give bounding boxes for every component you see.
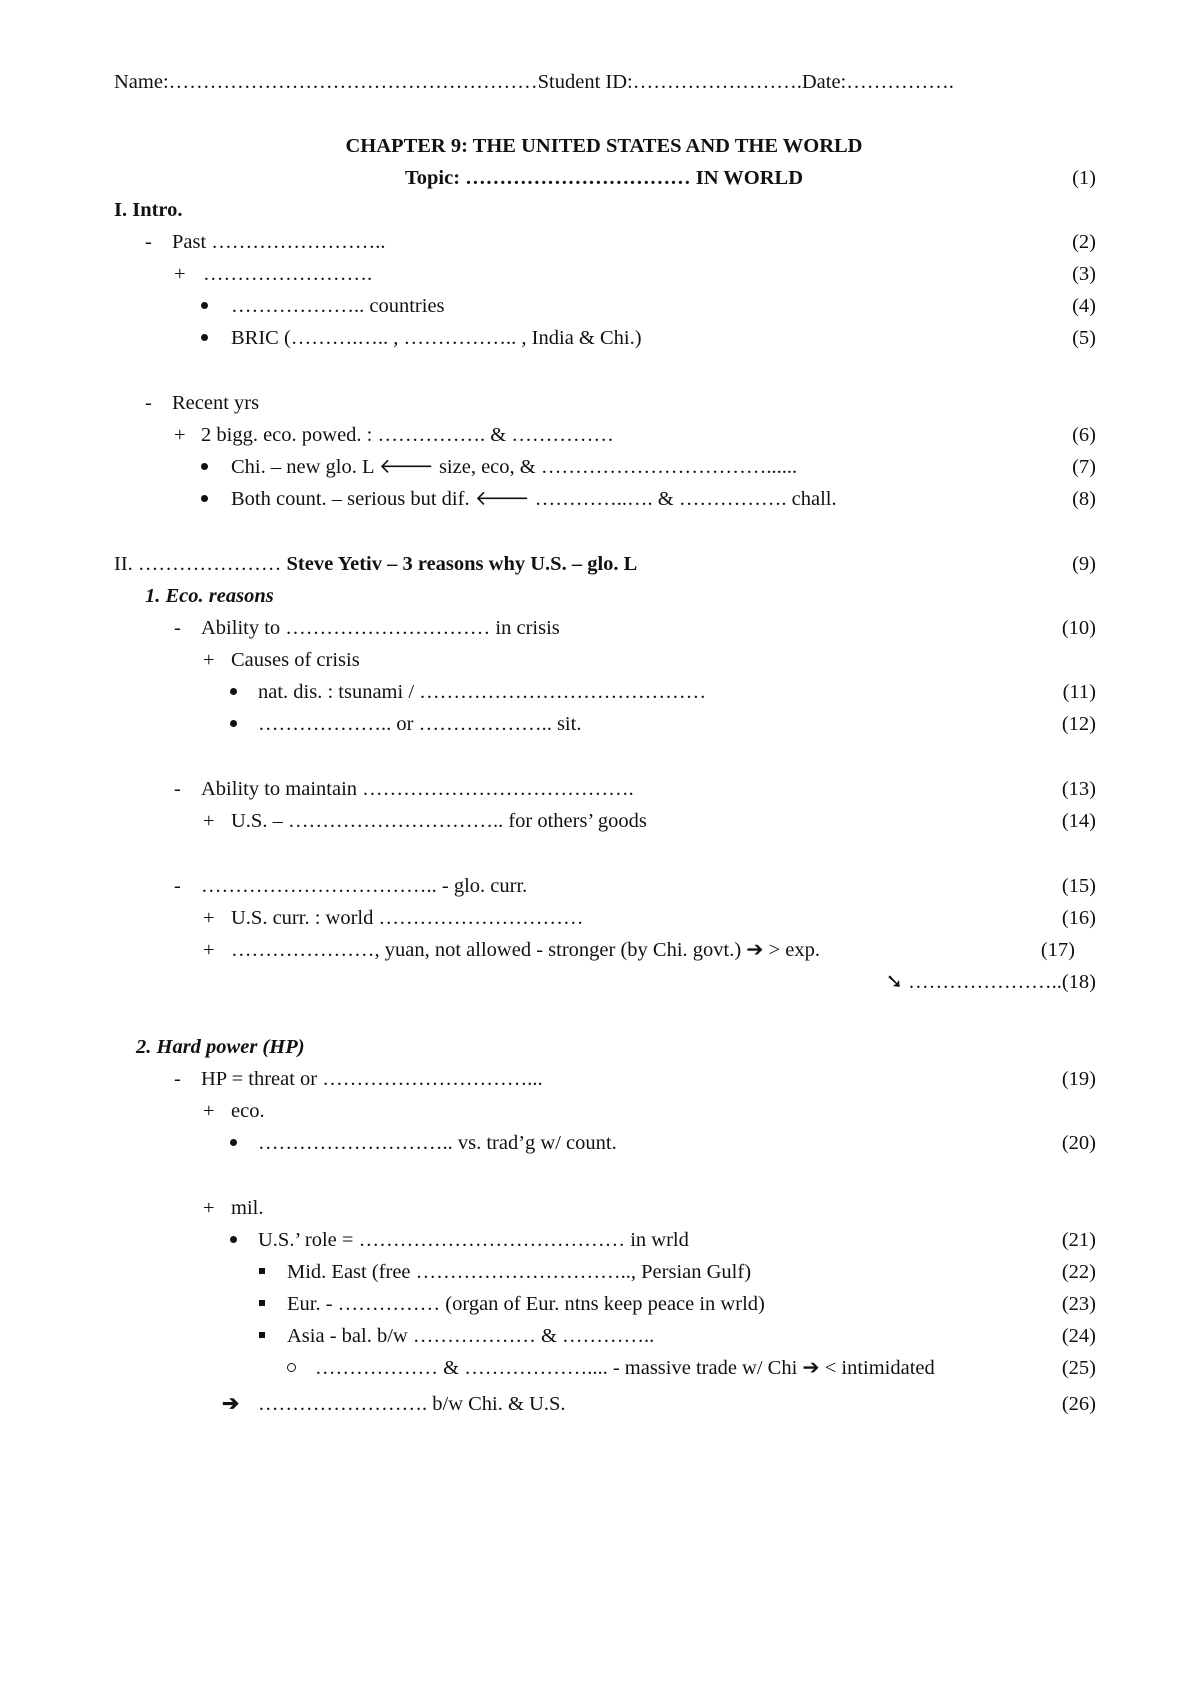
- line-text: Causes of crisis: [231, 649, 360, 671]
- plus-marker: +: [203, 649, 215, 671]
- section-label: I. Intro.: [114, 199, 183, 221]
- outline-line: [0, 452, 1200, 482]
- dash-marker: -: [174, 778, 181, 800]
- outline-line: [0, 967, 1200, 997]
- topic-text: Topic: …………………………… IN WORLD: [404, 167, 804, 189]
- bullet-marker: [201, 323, 208, 353]
- line-text: Eur. - …………… (organ of Eur. ntns keep peace in wrld): [287, 1293, 765, 1315]
- student-info-text: Name:………………………………………………Student ID:…………………….Date:…………….: [114, 71, 954, 93]
- outline-line: [0, 291, 1200, 321]
- outline-line: [0, 484, 1200, 514]
- section-title: Steve Yetiv – 3 reasons why U.S. – glo. L: [281, 553, 638, 575]
- section-number: II. …………………: [114, 553, 282, 575]
- student-info-line: [0, 67, 1200, 97]
- line-text: …………………………….. - glo. curr.: [201, 875, 528, 897]
- line-text: …………………, yuan, not allowed - stronger (by Chi. govt.) ➔ > exp.: [231, 939, 820, 961]
- dash-marker: -: [145, 392, 152, 414]
- outline-line: [0, 1096, 1200, 1126]
- item-number: (9): [1072, 553, 1096, 575]
- item-number: (11): [1062, 681, 1096, 703]
- item-number: (12): [1061, 713, 1096, 735]
- outline-line: [0, 1193, 1200, 1223]
- plus-marker: +: [203, 939, 215, 961]
- outline-line: [0, 259, 1200, 289]
- square-bullet-marker: [259, 1289, 265, 1319]
- outline-line: [0, 903, 1200, 933]
- outline-line: [0, 774, 1200, 804]
- item-number: (10): [1061, 617, 1096, 639]
- line-text: …………………….: [203, 263, 373, 285]
- section-heading-reasons: [0, 549, 1200, 579]
- line-text: ➘ …………………..(18): [885, 971, 1096, 993]
- outline-line: [0, 323, 1200, 353]
- plus-marker: +: [174, 424, 186, 446]
- line-text: Ability to maintain ………………………………….: [201, 778, 634, 800]
- subsection-heading-eco: [0, 581, 1200, 611]
- bullet-marker: [230, 1225, 237, 1255]
- bullet-marker: [230, 709, 237, 739]
- outline-line: [0, 1064, 1200, 1094]
- line-text: ……………………. b/w Chi. & U.S.: [258, 1393, 566, 1415]
- line-text: ……………………….. vs. trad’g w/ count.: [258, 1132, 617, 1154]
- item-number: (6): [1072, 424, 1096, 446]
- section-heading-intro: [0, 195, 1200, 225]
- line-text: ……………….. countries: [231, 295, 445, 317]
- square-bullet-marker: [259, 1321, 265, 1351]
- outline-line: [0, 1321, 1200, 1351]
- line-text: Ability to ………………………… in crisis: [201, 617, 560, 639]
- subsection-label: 2. Hard power (HP): [136, 1036, 305, 1058]
- line-text: Recent yrs: [172, 392, 260, 414]
- line-text: U.S.’ role = ………………………………… in wrld: [258, 1229, 689, 1251]
- outline-line: [0, 1128, 1200, 1158]
- outline-line: [0, 645, 1200, 675]
- outline-line: [0, 1289, 1200, 1319]
- line-text: Mid. East (free ………………………….., Persian Gulf): [287, 1261, 752, 1283]
- square-bullet-marker: [259, 1257, 265, 1287]
- line-text: Chi. – new glo. L 🡐 size, eco, & ……………………………......: [231, 456, 798, 478]
- line-text: HP = threat or …………………………...: [201, 1068, 543, 1090]
- subsection-heading-hard-power: [0, 1032, 1200, 1062]
- plus-marker: +: [203, 1197, 215, 1219]
- topic-number: (1): [1072, 167, 1096, 189]
- topic-line: [0, 163, 1200, 193]
- item-number: (7): [1072, 456, 1096, 478]
- item-number: (21): [1061, 1229, 1096, 1251]
- chapter-title-line: [0, 131, 1200, 161]
- item-number: (3): [1072, 263, 1096, 285]
- item-number: (15): [1061, 875, 1096, 897]
- line-text: eco.: [231, 1100, 265, 1122]
- item-number: (24): [1061, 1325, 1096, 1347]
- item-number: (17): [1040, 939, 1075, 961]
- item-number: (26): [1061, 1393, 1096, 1415]
- outline-line: [0, 388, 1200, 418]
- line-text: BRIC (……….….. , …………….. , India & Chi.): [231, 327, 642, 349]
- item-number: (4): [1072, 295, 1096, 317]
- section-heading-text: [114, 549, 637, 579]
- line-text: Both count. – serious but dif. 🡐 …………..…. & ……………. chall.: [231, 488, 837, 510]
- dash-marker: -: [174, 617, 181, 639]
- outline-line: [0, 227, 1200, 257]
- bullet-marker: [230, 677, 237, 707]
- item-number: (19): [1061, 1068, 1096, 1090]
- dash-marker: -: [174, 875, 181, 897]
- outline-line: [0, 1389, 1200, 1419]
- outline-line: [0, 935, 1200, 965]
- outline-line: [0, 613, 1200, 643]
- line-text: 2 bigg. eco. powed. : ……………. & ……………: [201, 424, 614, 446]
- outline-line: [0, 871, 1200, 901]
- line-text: Asia - bal. b/w ……………… & …………..: [287, 1325, 655, 1347]
- item-number: (14): [1061, 810, 1096, 832]
- outline-line: [0, 709, 1200, 739]
- plus-marker: +: [203, 810, 215, 832]
- plus-marker: +: [203, 907, 215, 929]
- item-number: (16): [1061, 907, 1096, 929]
- item-number: (20): [1061, 1132, 1096, 1154]
- chapter-title: CHAPTER 9: THE UNITED STATES AND THE WORLD: [345, 135, 863, 157]
- outline-line: [0, 1225, 1200, 1255]
- bullet-marker: [201, 452, 208, 482]
- plus-marker: +: [174, 263, 186, 285]
- dash-marker: -: [174, 1068, 181, 1090]
- item-number: (23): [1061, 1293, 1096, 1315]
- line-text: ……………….. or ……………….. sit.: [258, 713, 582, 735]
- arrow-marker: ➔: [222, 1393, 240, 1415]
- line-text: nat. dis. : tsunami / ……………………………………: [258, 681, 707, 703]
- item-number: (25): [1061, 1357, 1096, 1379]
- item-number: (22): [1061, 1261, 1096, 1283]
- item-number: (5): [1072, 327, 1096, 349]
- bullet-marker: [230, 1128, 237, 1158]
- outline-line: [0, 1257, 1200, 1287]
- line-text: mil.: [231, 1197, 264, 1219]
- line-text: U.S. curr. : world …………………………: [231, 907, 584, 929]
- outline-line: [0, 420, 1200, 450]
- circle-bullet-marker: [287, 1353, 296, 1383]
- item-number: (13): [1061, 778, 1096, 800]
- item-number: (2): [1072, 231, 1096, 253]
- dash-marker: -: [145, 231, 152, 253]
- outline-line: [0, 677, 1200, 707]
- item-number: (8): [1072, 488, 1096, 510]
- plus-marker: +: [203, 1100, 215, 1122]
- outline-line: [0, 806, 1200, 836]
- line-text: ……………… & ……………….... - massive trade w/ Chi ➔ < intimidated: [315, 1357, 935, 1379]
- subsection-label: 1. Eco. reasons: [145, 585, 274, 607]
- line-text: Past ……………………..: [172, 231, 386, 253]
- outline-line: [0, 1353, 1200, 1383]
- bullet-marker: [201, 291, 208, 321]
- bullet-marker: [201, 484, 208, 514]
- line-text: U.S. – ………………………….. for others’ goods: [231, 810, 647, 832]
